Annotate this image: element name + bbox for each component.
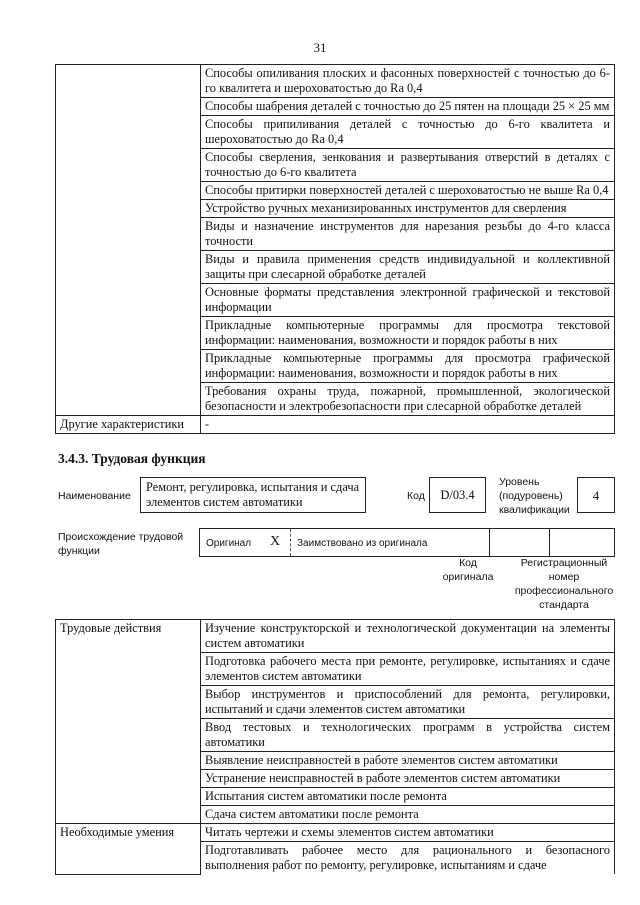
origin-reg-cell xyxy=(550,529,614,556)
other-characteristics-label: Другие характеристики xyxy=(56,416,201,434)
skills-label: Необходимые умения xyxy=(56,824,201,875)
knowledge-row: Прикладные компьютерные программы для просмотра графической информации: наименования, возможности и порядок работы в них xyxy=(201,350,615,383)
origin-borrowed-cell xyxy=(290,529,490,556)
action-row: Подготовка рабочего места при ремонте, регулировке, испытаниях и сдаче элементов систем автоматики xyxy=(201,653,615,686)
code-original-caption: Код оригинала xyxy=(442,557,494,583)
knowledge-table xyxy=(55,64,615,434)
skill-row: Подготавливать рабочее место для рационального и безопасного выполнения работ по ремонту, регулировке, испытаниям и сдаче xyxy=(201,842,615,875)
reg-number-caption: Регистрационный номер профессионального стандарта xyxy=(514,557,614,611)
knowledge-row: Способы притирки поверхностей деталей с шероховатостью не выше Ra 0,4 xyxy=(201,182,615,200)
actions-skills-table xyxy=(55,619,615,875)
skill-row: Читать чертежи и схемы элементов систем автоматики xyxy=(201,824,615,842)
action-row: Устранение неисправностей в работе элементов систем автоматики xyxy=(201,770,615,788)
function-name-box: Ремонт, регулировка, испытания и сдача элементов систем автоматики xyxy=(140,477,366,513)
other-characteristics-value: - xyxy=(201,416,615,434)
action-row: Изучение конструкторской и технологической документации на элементы систем автоматики xyxy=(201,620,615,653)
origin-row xyxy=(199,528,615,557)
knowledge-label-cell xyxy=(56,65,201,416)
level-box: 4 xyxy=(577,477,615,513)
knowledge-row: Способы шабрения деталей с точностью до 25 пятен на площади 25 × 25 мм xyxy=(201,98,615,116)
knowledge-row: Виды и назначение инструментов для нарезания резьбы до 4-го класса точности xyxy=(201,218,615,251)
actions-label: Трудовые действия xyxy=(56,620,201,824)
page-number: 31 xyxy=(313,40,327,55)
origin-code-cell xyxy=(490,529,550,556)
origin-borrowed-text: Заимствовано из оригинала xyxy=(297,538,428,549)
origin-original-text: Оригинал xyxy=(206,538,252,549)
knowledge-row: Способы сверления, зенкования и развертывания отверстий в деталях с точностью до 6-го квалитета xyxy=(201,149,615,182)
action-row: Испытания систем автоматики после ремонта xyxy=(201,788,615,806)
origin-mark: X xyxy=(270,534,281,549)
origin-original-cell xyxy=(200,529,290,556)
action-row: Выявление неисправностей в работе элементов систем автоматики xyxy=(201,752,615,770)
action-row: Сдача систем автоматики после ремонта xyxy=(201,806,615,824)
knowledge-row: Способы опиливания плоских и фасонных поверхностей с точностью до 6-го квалитета и шероховатостью до Ra 0,4 xyxy=(201,65,615,98)
knowledge-row: Основные форматы представления электронной графической и текстовой информации xyxy=(201,284,615,317)
action-row: Выбор инструментов и приспособлений для ремонта, регулировки, испытаний и сдачи элементов систем автоматики xyxy=(201,686,615,719)
knowledge-row: Прикладные компьютерные программы для просмотра текстовой информации: наименования, возможности и порядок работы в них xyxy=(201,317,615,350)
section-title: 3.4.3. Трудовая функция xyxy=(58,451,206,466)
name-label: Наименование xyxy=(58,490,131,502)
knowledge-row: Требования охраны труда, пожарной, промышленной, экологической безопасности и электробезопасности при слесарной обработке деталей xyxy=(201,383,615,416)
action-row: Ввод тестовых и технологических программ в устройства систем автоматики xyxy=(201,719,615,752)
origin-label: Происхождение трудовой функции xyxy=(58,531,184,557)
knowledge-row: Виды и правила применения средств индивидуальной и коллективной защиты при слесарной обработке деталей xyxy=(201,251,615,284)
knowledge-row: Устройство ручных механизированных инструментов для сверления xyxy=(201,200,615,218)
function-code-box: D/03.4 xyxy=(429,477,486,513)
code-label: Код xyxy=(407,490,425,502)
knowledge-row: Способы припиливания деталей с точностью до 6-го квалитета и шероховатостью до Ra 0,4 xyxy=(201,116,615,149)
level-label: Уровень (подуровень) квалификации xyxy=(499,476,570,516)
